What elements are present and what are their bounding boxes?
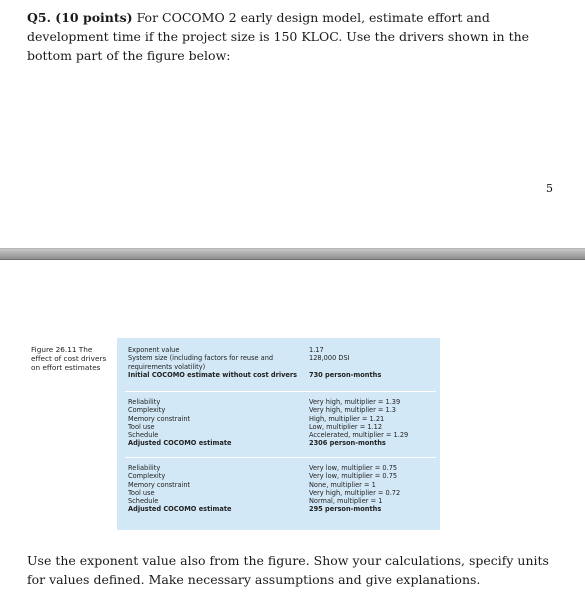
row-value: Very high, multiplier = 1.3 <box>309 406 397 415</box>
table-group-initial <box>117 346 440 379</box>
row-value: High, multiplier = 1.21 <box>309 414 385 423</box>
table-row <box>117 371 440 379</box>
row-label: Reliability <box>128 398 161 406</box>
table-divider <box>125 457 436 458</box>
table-row <box>117 497 440 505</box>
figure-table <box>117 338 440 530</box>
table-row <box>117 431 440 439</box>
row-label: Tool use <box>128 422 155 431</box>
table-row <box>117 406 440 414</box>
row-value: Normal, multiplier = 1 <box>309 497 383 506</box>
row-value: Very high, multiplier = 0.72 <box>309 488 401 497</box>
row-label: Complexity <box>128 406 166 415</box>
row-value: Very low, multiplier = 0.75 <box>309 472 398 481</box>
table-row <box>117 398 440 406</box>
row-label: Tool use <box>128 488 155 497</box>
row-value: Very high, multiplier = 1.39 <box>309 398 401 406</box>
row-label: Schedule <box>128 431 159 440</box>
table-row <box>117 439 440 447</box>
row-label: Complexity <box>128 472 166 481</box>
row-label: Schedule <box>128 497 159 506</box>
row-label: Exponent value <box>128 346 180 354</box>
row-value: Accelerated, multiplier = 1.29 <box>309 431 409 440</box>
row-label: Adjusted COCOMO estimate <box>128 505 232 514</box>
figure-caption: Figure 26.11 The effect of cost drivers on effort estimates <box>31 345 107 372</box>
row-label: Memory constraint <box>128 480 191 489</box>
row-value: 1.17 <box>309 346 324 354</box>
question-label: Q5. (10 points) <box>27 10 133 25</box>
row-label: Adjusted COCOMO estimate <box>128 439 232 448</box>
row-value: 295 person-months <box>309 505 382 514</box>
table-row <box>117 489 440 497</box>
row-value: 730 person-months <box>309 370 382 379</box>
table-row <box>117 354 440 371</box>
table-row <box>117 505 440 513</box>
table-row <box>117 415 440 423</box>
instructions-text: Use the exponent value also from the figure. Show your calculations, specify units for values defined. Make necessary assumptions and give explanations. <box>27 553 549 587</box>
table-row <box>117 464 440 472</box>
table-group-high-drivers <box>117 398 440 448</box>
page-separator <box>0 248 585 260</box>
row-label: Reliability <box>128 464 161 472</box>
table-divider <box>125 391 436 392</box>
row-value: None, multiplier = 1 <box>309 480 376 489</box>
question-text <box>27 8 562 65</box>
row-value: Very low, multiplier = 0.75 <box>309 464 398 472</box>
row-value: 2306 person-months <box>309 439 386 448</box>
table-row <box>117 472 440 480</box>
question-body: For COCOMO 2 early design model, estimate effort and development time if the project size is 150 KLOC. Use the drivers shown in the bottom part of the figure below: <box>27 10 530 63</box>
table-row <box>117 346 440 354</box>
table-row <box>117 423 440 431</box>
table-row <box>117 481 440 489</box>
row-value: Low, multiplier = 1.12 <box>309 422 383 431</box>
row-label: Initial COCOMO estimate without cost drivers <box>128 370 298 379</box>
row-value: 128,000 DSI <box>309 354 350 363</box>
row-label: System size (including factors for reuse and requirements volatility) <box>128 354 274 371</box>
table-group-low-drivers <box>117 464 440 514</box>
page-number: 5 <box>546 182 553 195</box>
row-label: Memory constraint <box>128 414 191 423</box>
